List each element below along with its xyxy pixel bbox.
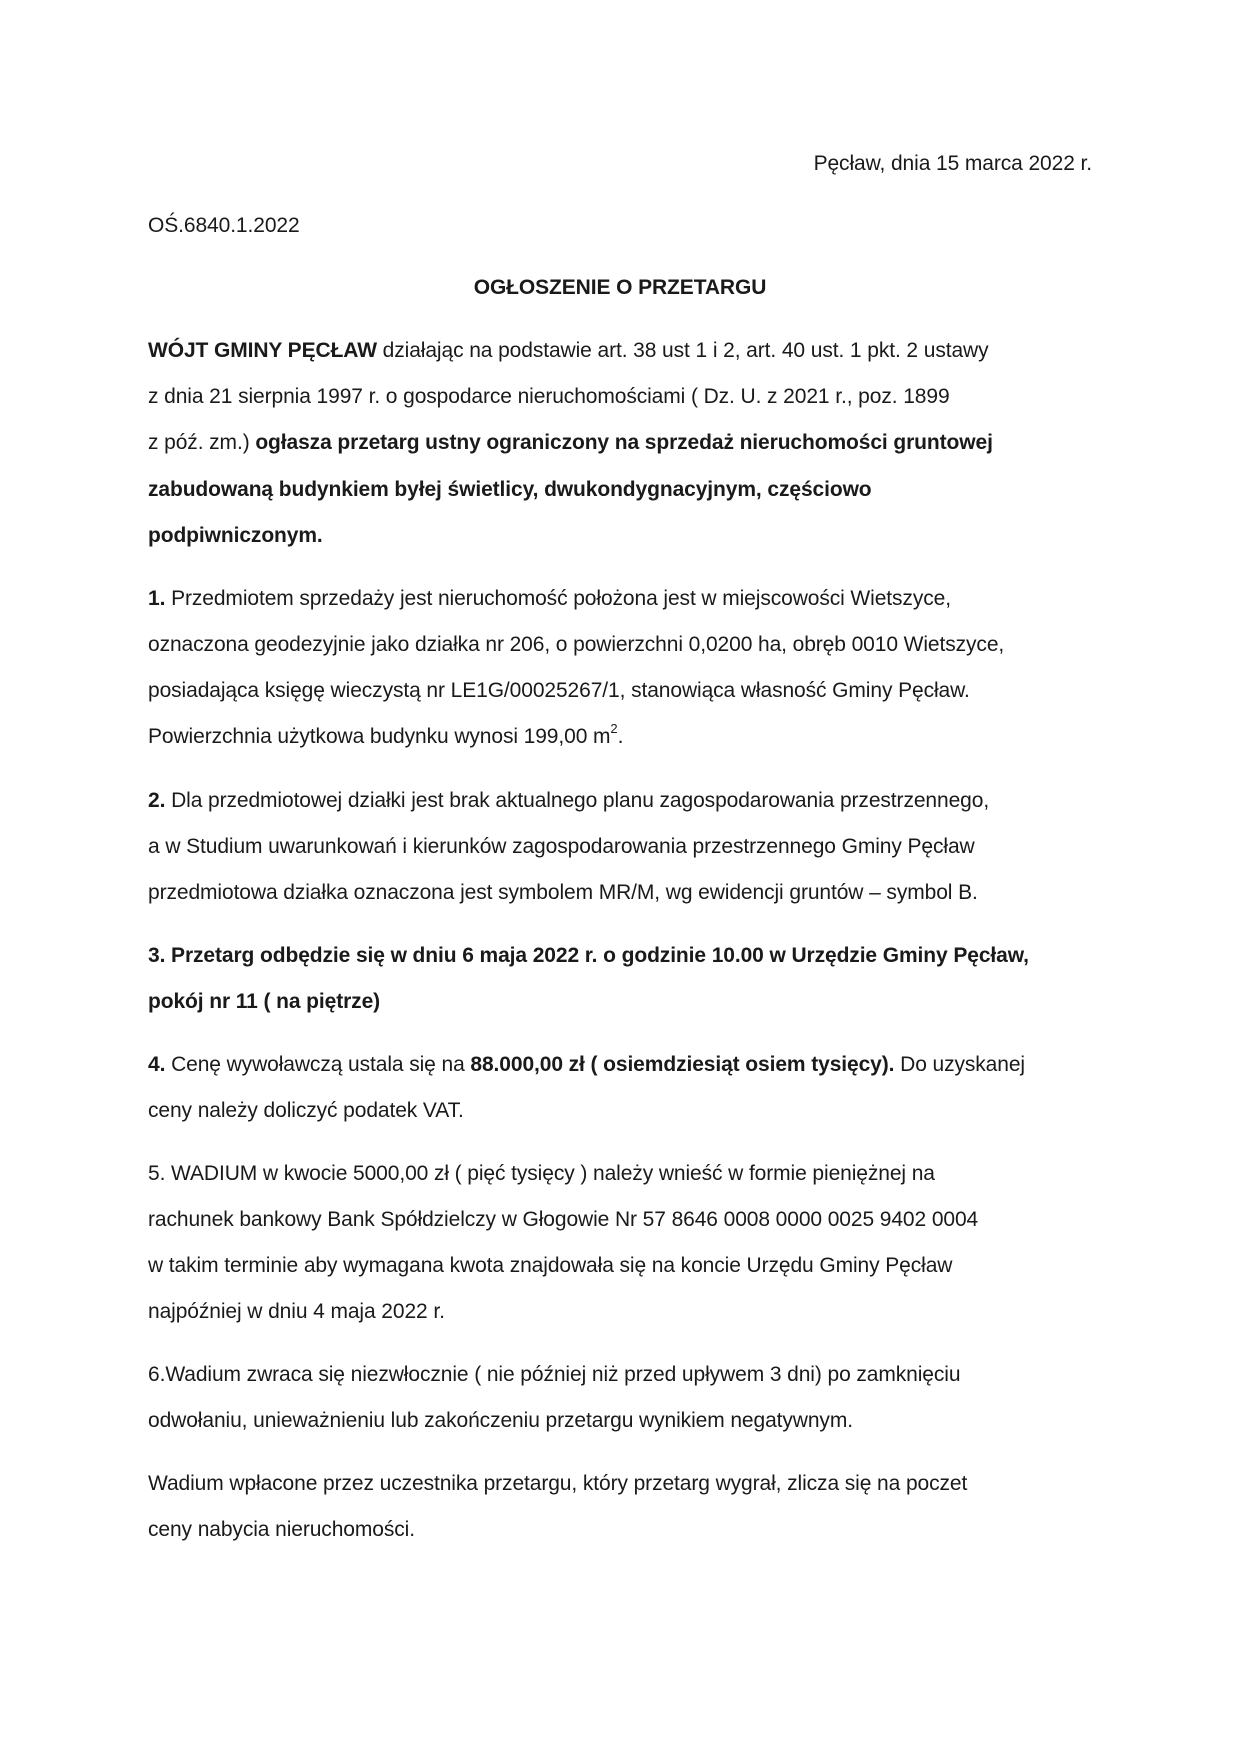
- section-1-line-3: posiadająca księgę wieczystą nr LE1G/00025267/1, stanowiąca własność Gminy Pęcław.: [148, 679, 970, 702]
- section-5-line-2: rachunek bankowy Bank Spółdzielczy w Głogowie Nr 57 8646 0008 0000 0025 9402 0004: [148, 1208, 979, 1231]
- reference-number: OŚ.6840.1.2022: [148, 214, 300, 237]
- starting-price: 88.000,00 zł ( osiemdziesiąt osiem tysięcy).: [470, 1053, 895, 1076]
- section-5-line-4: najpóźniej w dniu 4 maja 2022 r.: [148, 1300, 445, 1323]
- section-3-line-2: pokój nr 11 ( na piętrze): [148, 990, 381, 1013]
- section-2-line-1: 2. Dla przedmiotowej działki jest brak aktualnego planu zagospodarowania przestrzennego,: [148, 789, 990, 812]
- place-date: Pęcław, dnia 15 marca 2022 r.: [813, 152, 1092, 175]
- intro-line-2: z dnia 21 sierpnia 1997 r. o gospodarce nieruchomościami ( Dz. U. z 2021 r., poz. 1899: [148, 385, 950, 408]
- intro-line-4: zabudowaną budynkiem byłej świetlicy, dwukondygnacyjnym, częściowo: [148, 478, 872, 501]
- document-title: OGŁOSZENIE O PRZETARGU: [473, 276, 767, 299]
- intro-line-5: podpiwniczonym.: [148, 524, 323, 547]
- closing-line-1: Wadium wpłacone przez uczestnika przetargu, który przetarg wygrał, zlicza się na poczet: [148, 1472, 968, 1495]
- section-1-line-4: Powierzchnia użytkowa budynku wynosi 199,00 $m^2$.: [148, 721, 624, 748]
- section-4-line-2: ceny należy doliczyć podatek VAT.: [148, 1099, 464, 1122]
- section-6-line-1: 6.Wadium zwraca się niezwłocznie ( nie później niż przed upływem 3 dni) po zamknięciu: [148, 1363, 961, 1386]
- section-5-line-1: 5. WADIUM w kwocie 5000,00 zł ( pięć tysięcy ) należy wnieść w formie pieniężnej na: [148, 1162, 935, 1185]
- intro-line-1: WÓJT GMINY PĘCŁAW działając na podstawie art. 38 ust 1 i 2, art. 40 ust. 1 pkt. 2 ustawy: [148, 339, 989, 362]
- section-1-line-1: 1. Przedmiotem sprzedaży jest nieruchomość położona jest w miejscowości Wietszyce,: [148, 587, 951, 610]
- section-6-line-2: odwołaniu, unieważnieniu lub zakończeniu przetargu wynikiem negatywnym.: [148, 1409, 853, 1432]
- intro-line-3: z póź. zm.) ogłasza przetarg ustny ograniczony na sprzedaż nieruchomości gruntowej: [148, 431, 993, 454]
- authority-name: WÓJT GMINY PĘCŁAW: [148, 339, 377, 362]
- section-3-line-1: 3. Przetarg odbędzie się w dniu 6 maja 2022 r. o godzinie 10.00 w Urzędzie Gminy Pęcław,: [148, 944, 1029, 967]
- section-4-line-1: 4. Cenę wywoławczą ustala się na 88.000,00 zł ( osiemdziesiąt osiem tysięcy). Do uzyskanej: [148, 1053, 1025, 1076]
- section-5-line-3: w takim terminie aby wymagana kwota znajdowała się na koncie Urzędu Gminy Pęcław: [148, 1254, 953, 1277]
- section-2-line-3: przedmiotowa działka oznaczona jest symbolem MR/M, wg ewidencji gruntów – symbol B.: [148, 881, 978, 904]
- section-2-line-2: a w Studium uwarunkowań i kierunków zagospodarowania przestrzennego Gminy Pęcław: [148, 835, 975, 858]
- section-1-line-2: oznaczona geodezyjnie jako działka nr 206, o powierzchni 0,0200 ha, obręb 0010 Wietszyce,: [148, 633, 1005, 656]
- closing-line-2: ceny nabycia nieruchomości.: [148, 1518, 415, 1541]
